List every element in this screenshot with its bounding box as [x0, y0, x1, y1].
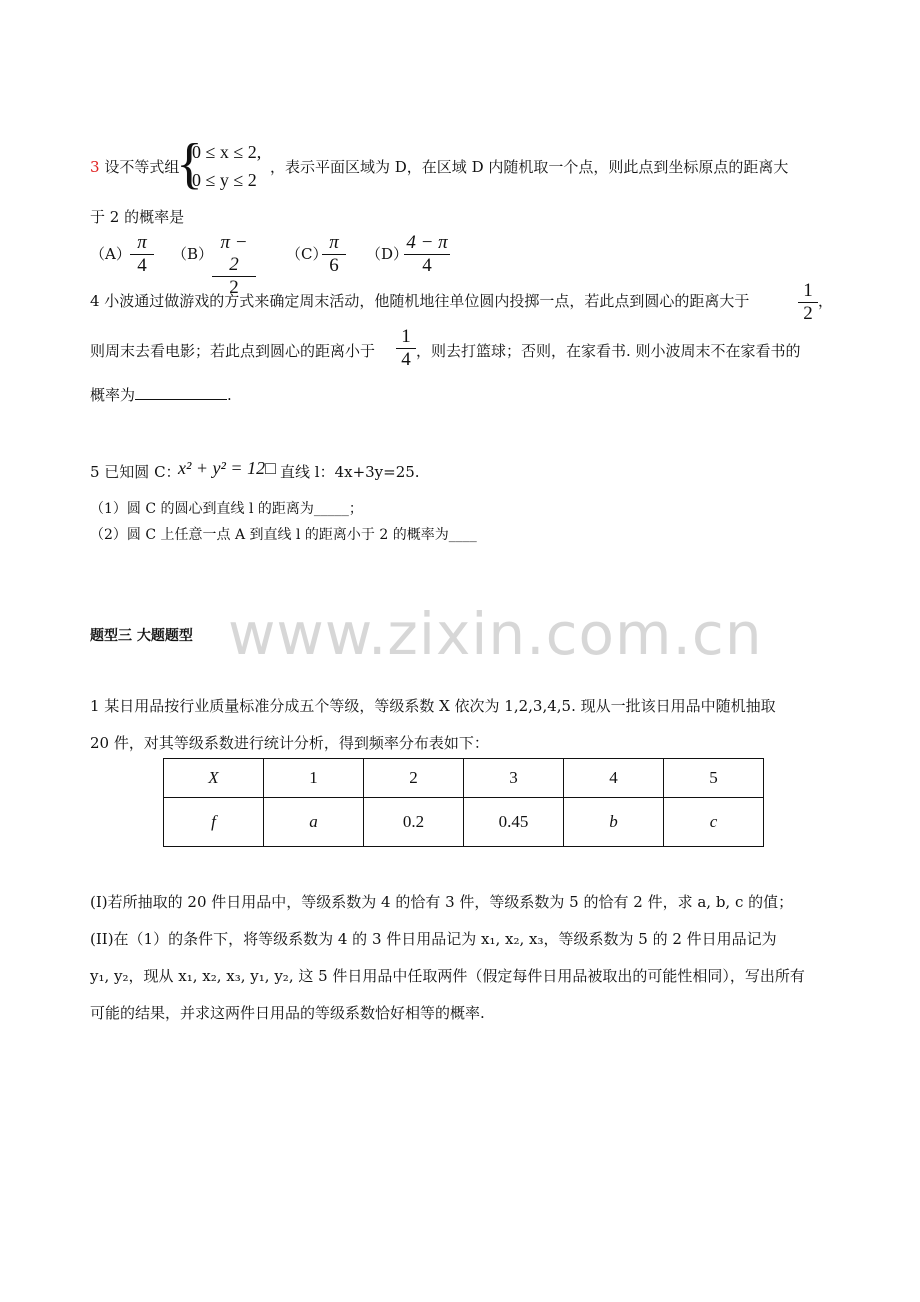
table-cell: 3: [464, 759, 564, 798]
q3-number: 3: [90, 158, 100, 176]
table-cell: 4: [564, 759, 664, 798]
q3-option-c-label: （C）: [286, 245, 328, 263]
q3-option-c-fraction: $\frac{\pi}{6}$: [322, 232, 346, 277]
table-cell: 0.45: [464, 798, 564, 847]
table-cell: 0.2: [364, 798, 464, 847]
q4-line2-b: ，则去打篮球；否则，在家看书. 则小波周末不在家看书的: [416, 342, 801, 360]
table-cell: a: [264, 798, 364, 847]
q3-suffix: ，表示平面区域为 D，在区域 D 内随机取一个点，则此点到坐标原点的距离大: [270, 158, 789, 176]
table-row: [164, 759, 764, 798]
q3-intro: [90, 156, 179, 177]
watermark: www.zixin.com.cn: [228, 600, 763, 668]
q4-fraction-half: $\frac{1}{2}$: [798, 280, 818, 325]
q4-line2-a: 则周末去看电影；若此点到圆心的距离小于: [90, 342, 376, 360]
p1-part1: (I)若所抽取的 20 件日用品中，等级系数为 4 的恰有 3 件，等级系数为 5 的恰有 2 件，求 a, b, c 的值；: [90, 893, 794, 911]
table-cell: c: [664, 798, 764, 847]
q3-option-b-fraction: $\frac{\pi - 2}{2}$: [212, 232, 256, 299]
q5-prefix: 5 已知圆 C：: [90, 463, 181, 481]
q4-line3: 概率为 .: [90, 386, 232, 404]
q3-line-b: 于 2 的概率是: [90, 208, 185, 226]
section-title: 题型三 大题题型: [90, 628, 193, 644]
q5-part2: （2）圆 C 上任意一点 A 到直线 l 的距离小于 2 的概率为____: [90, 527, 477, 543]
q5-equation: x² + y² = 12□: [178, 458, 276, 478]
q3-ineq-line1: 0 ≤ x ≤ 2,: [192, 142, 262, 162]
q5-suffix: 直线 l：4x+3y=25.: [280, 463, 420, 481]
q3-option-d-fraction: $\frac{4 - \pi}{4}$: [404, 232, 450, 277]
q4-comma: ，: [818, 292, 834, 310]
table-cell: f: [164, 798, 264, 847]
q3-option-b-label: （B）: [172, 245, 214, 263]
table-cell: 1: [264, 759, 364, 798]
p1-part3: y₁, y₂，现从 x₁, x₂, x₃, y₁, y₂, 这 5 件日用品中任取两件（假定每件日用品被取出的可能性相同），写出所有: [90, 967, 805, 985]
q4-fraction-quarter: $\frac{1}{4}$: [396, 326, 416, 371]
frequency-table: [163, 758, 764, 847]
q3-brace: {: [176, 133, 203, 195]
p1-line1: 1 某日用品按行业质量标准分成五个等级，等级系数 X 依次为 1,2,3,4,5. 现从一批该日用品中随机抽取: [90, 697, 776, 715]
p1-part2: (II)在（1）的条件下，将等级系数为 4 的 3 件日用品记为 x₁, x₂, x₃，等级系数为 5 的 2 件日用品记为: [90, 930, 777, 948]
table-cell: b: [564, 798, 664, 847]
q3-prefix: 设不等式组: [104, 158, 180, 176]
table-cell: 5: [664, 759, 764, 798]
p1-line2: 20 件，对其等级系数进行统计分析，得到频率分布表如下：: [90, 734, 489, 752]
q4-line1: 4 小波通过做游戏的方式来确定周末活动，他随机地往单位圆内投掷一点，若此点到圆心的距离大于: [90, 292, 750, 310]
table-cell: 2: [364, 759, 464, 798]
table-cell: X: [164, 759, 264, 798]
q3-ineq-line2: 0 ≤ y ≤ 2: [192, 170, 257, 190]
q4-answer-blank: [135, 385, 227, 400]
q5-part1: （1）圆 C 的圆心到直线 l 的距离为_____；: [90, 501, 363, 517]
q3-option-a-fraction: $\frac{\pi}{4}$: [130, 232, 154, 277]
table-row: [164, 798, 764, 847]
p1-part4: 可能的结果，并求这两件日用品的等级系数恰好相等的概率.: [90, 1004, 485, 1022]
q3-option-d-label: （D）: [366, 245, 409, 263]
q3-option-a-label: （A）: [90, 245, 131, 263]
